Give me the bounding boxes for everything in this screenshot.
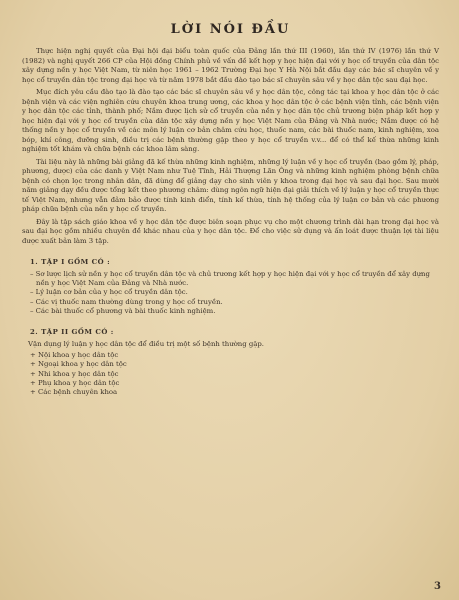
section-volume-2 bbox=[22, 328, 439, 397]
paragraph: Tài liệu này là những bài giảng đã kế thừa những kinh nghiệm, những lý luận về y học cổ truyền (bao gồm lý, pháp, phương, dược) của các danh y Việt Nam như Tuệ Tĩnh, Hải Thượng Lãn Ông và những kinh nghiệm phòng bệnh chữa bệnh có chọn lọc trong nhân dân, đã dùng để giảng dạy cho sinh viên y khoa trong đại học và sau đại học. Sau mười năm giảng dạy đều được tổng kết theo phương châm: dùng ngôn ngữ hiện đại giải thích về lý luận y học cổ truyền thực tế Việt Nam, nhưng vẫn đảm bảo được tính kinh điển, tính kế thừa, tính hệ thống của lý luận cơ bản và các phương pháp chữa bệnh của nền y học cổ truyền. bbox=[22, 157, 439, 213]
paragraph: Mục đích yêu cầu đào tạo là đào tạo các bác sĩ chuyên sâu về y học dân tộc, công tác tại khoa y học dân tộc ở các bệnh viện và các viện nghiên cứu chuyên khoa trung ương, các khoa y học dân tộc ở các bệnh viện tỉnh, các bệnh viện y học dân tộc các tỉnh, thành phố; Nắm được lịch sử cổ truyền của nền y học dân tộc chủ trương biện pháp kết hợp y học hiện đại với y học cổ truyền của dân tộc xây dựng nền y học Việt Nam của Đảng và Nhà nước; Nắm được có hệ thống nền y học cổ truyền về các môn lý luận cơ bản châm cứu học, thuốc nam, các bài thuốc nam, kinh nghiệm, xoa bóp, khí công, dưỡng sinh, điều trị các bệnh thường gặp theo y học cổ truyền v.v... để có thể kế thừa những kinh nghiệm tốt khám và chữa bệnh các khoa lâm sàng. bbox=[22, 88, 439, 153]
list-item: – Các vị thuốc nam thường dùng trong y học cổ truyền. bbox=[30, 297, 223, 306]
list-item: – Sơ lược lịch sử nền y học cổ truyền dân tộc và chủ trương kết hợp y học hiện đại với y học cổ truyền để xây dựng nền y học Việt Nam của Đảng và Nhà nước. bbox=[30, 270, 430, 288]
list-item: – Lý luận cơ bản của y học cổ truyền dân tộc. bbox=[30, 288, 188, 297]
section-volume-1 bbox=[22, 258, 439, 316]
paragraph: Thực hiện nghị quyết của Đại hội đại biểu toàn quốc của Đảng lần thứ III (1960), lần thứ IV (1976) lần thứ V (1982) và nghị quyết 266 CP của Hội đồng Chính phủ về vấn đề kết hợp y học hiện đại với y học cổ truyền của dân tộc xây dựng nền y học Việt Nam, từ niên học 1961 – 1962 Trường Đại học Y Hà Nội bắt đầu dạy các bác sĩ chuyên về y học cổ truyền dân tộc trong đại học và từ năm 1978 bắt đầu đào tạo bác sĩ chuyên sâu về y học dân tộc sau đại học. bbox=[22, 47, 439, 84]
section-heading: 1. TẬP I GỒM CÓ : bbox=[30, 258, 111, 266]
list-item: + Nhi khoa y học dân tộc bbox=[30, 369, 119, 378]
list-item: + Nội khoa y học dân tộc bbox=[30, 351, 119, 360]
paragraph: Đây là tập sách giáo khoa về y học dân tộc được biên soạn phục vụ cho một chương trình dài hạn trong đại học và sau đại học gồm nhiều chuyên đề khác nhau của y học dân tộc. Để cho việc sử dụng và ấn loát được thuận lợi tài liệu được xuất bản làm 3 tập. bbox=[22, 217, 439, 245]
section-heading: 2. TẬP II GỒM CÓ : bbox=[30, 328, 114, 337]
list-item: + Ngoại khoa y học dân tộc bbox=[30, 360, 127, 369]
page-number: 3 bbox=[434, 581, 441, 592]
list-item: – Các bài thuốc cổ phương và bài thuốc kinh nghiệm. bbox=[30, 306, 216, 315]
section-intro: Vận dụng lý luận y học dân tộc để điều trị một số bệnh thường gặp. bbox=[28, 340, 264, 349]
page-title: LỜI NÓI ĐẦU bbox=[170, 22, 291, 37]
list-item: + Phụ khoa y học dân tộc bbox=[30, 378, 120, 387]
list-item: + Các bệnh chuyên khoa bbox=[30, 388, 118, 397]
